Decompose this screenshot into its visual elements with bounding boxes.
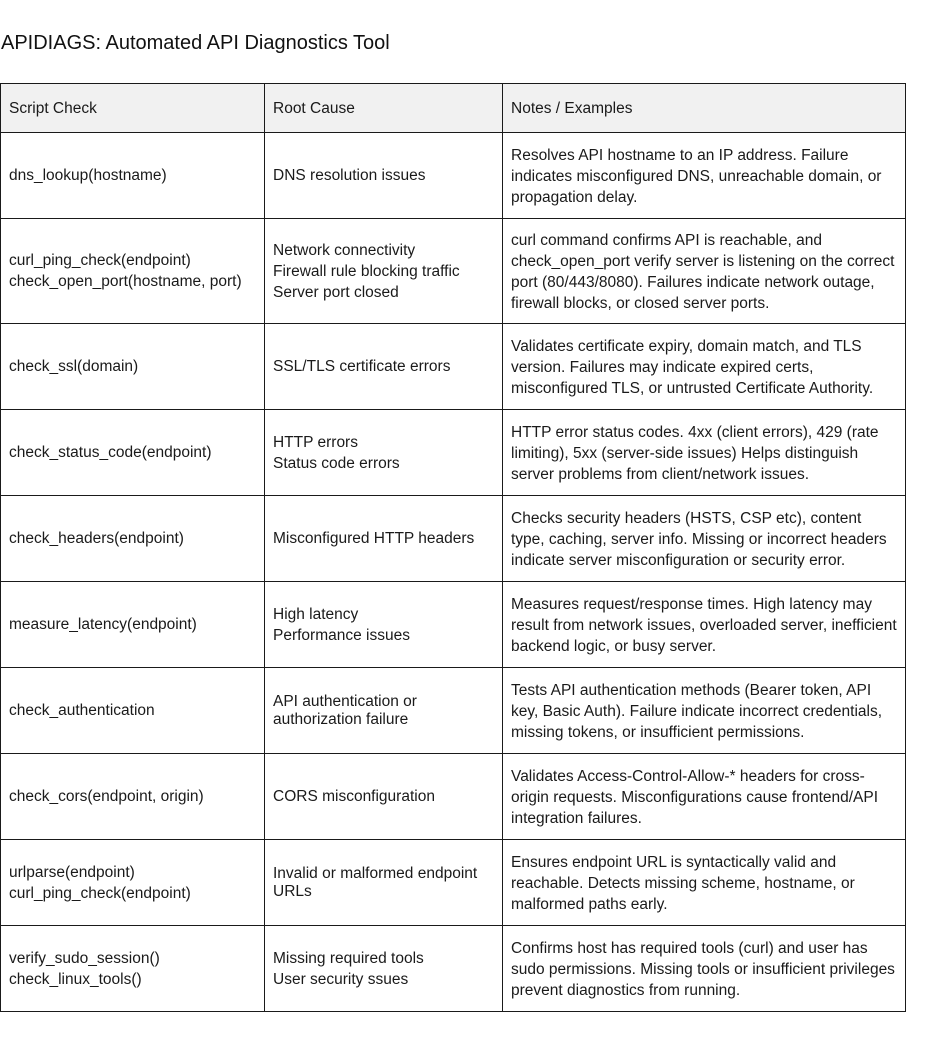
table-row — [1, 496, 906, 582]
notes-cell — [503, 324, 906, 410]
diagnostics-table — [0, 83, 906, 1012]
table-row — [1, 754, 906, 840]
root-cause-line: API authentication or authorization failure — [273, 692, 417, 728]
notes-text: Tests API authentication methods (Bearer token, API key, Basic Auth). Failure indicate incorrect credentials, missing tokens, or insufficient permissions. — [511, 681, 883, 741]
script-check-line: measure_latency(endpoint) — [9, 616, 197, 633]
script-check-cell — [1, 496, 265, 582]
root-cause-line: DNS resolution issues — [273, 167, 426, 184]
root-cause-line: Misconfigured HTTP headers — [273, 530, 475, 547]
table-row — [1, 133, 906, 219]
script-check-line: check_authentication — [9, 702, 155, 719]
table-row — [1, 410, 906, 496]
table-row — [1, 668, 906, 754]
root-cause-line: Server port closed — [273, 283, 399, 301]
root-cause-cell — [265, 840, 503, 926]
script-check-line: check_linux_tools() — [9, 970, 142, 988]
notes-cell — [503, 668, 906, 754]
notes-text: Ensures endpoint URL is syntactically valid and reachable. Detects missing scheme, hostname, or malformed paths early. — [511, 853, 855, 913]
notes-text: Resolves API hostname to an IP address. Failure indicates misconfigured DNS, unreachable domain, or propagation delay. — [511, 146, 882, 206]
notes-cell — [503, 754, 906, 840]
root-cause-cell — [265, 219, 503, 324]
notes-cell — [503, 926, 906, 1012]
notes-text: Validates Access-Control-Allow-* headers for cross-origin requests. Misconfigurations cause frontend/API integration failures. — [511, 767, 879, 827]
notes-cell — [503, 219, 906, 324]
root-cause-line: HTTP errors — [273, 433, 358, 451]
script-check-line: check_headers(endpoint) — [9, 530, 184, 547]
root-cause-line: Invalid or malformed endpoint URLs — [273, 864, 478, 900]
header-root-cause: Root Cause — [265, 84, 503, 133]
notes-text: Confirms host has required tools (curl) and user has sudo permissions. Missing tools or insufficient privileges prevent diagnostics from running. — [511, 939, 895, 999]
notes-text: HTTP error status codes. 4xx (client errors), 429 (rate limiting), 5xx (server-side issues) Helps distinguish server problems from client/network issues. — [511, 423, 879, 483]
root-cause-line: User security ssues — [273, 970, 409, 988]
root-cause-cell — [265, 496, 503, 582]
table-row — [1, 840, 906, 926]
script-check-line: dns_lookup(hostname) — [9, 167, 167, 184]
root-cause-line: Firewall rule blocking traffic — [273, 262, 460, 280]
script-check-cell — [1, 926, 265, 1012]
notes-cell — [503, 582, 906, 668]
script-check-cell — [1, 410, 265, 496]
script-check-cell — [1, 219, 265, 324]
script-check-line: curl_ping_check(endpoint) — [9, 252, 191, 269]
root-cause-cell — [265, 926, 503, 1012]
root-cause-cell — [265, 324, 503, 410]
script-check-cell — [1, 133, 265, 219]
script-check-cell — [1, 754, 265, 840]
root-cause-line: Status code errors — [273, 454, 400, 472]
script-check-line: check_ssl(domain) — [9, 358, 139, 375]
root-cause-cell — [265, 133, 503, 219]
notes-text: Measures request/response times. High latency may result from network issues, overloaded server, inefficient backend logic, or busy server. — [511, 595, 897, 655]
root-cause-line: CORS misconfiguration — [273, 788, 435, 805]
script-check-cell — [1, 840, 265, 926]
header-script-check: Script Check — [1, 84, 265, 133]
script-check-line: curl_ping_check(endpoint) — [9, 884, 191, 902]
root-cause-cell — [265, 668, 503, 754]
root-cause-line: Performance issues — [273, 626, 410, 644]
table-row — [1, 582, 906, 668]
notes-cell — [503, 133, 906, 219]
root-cause-line: SSL/TLS certificate errors — [273, 358, 451, 375]
root-cause-line: High latency — [273, 605, 359, 623]
root-cause-cell — [265, 582, 503, 668]
root-cause-cell — [265, 410, 503, 496]
script-check-cell — [1, 582, 265, 668]
root-cause-line: Network connectivity — [273, 241, 416, 259]
notes-cell — [503, 496, 906, 582]
script-check-cell — [1, 324, 265, 410]
script-check-line: check_status_code(endpoint) — [9, 444, 212, 461]
table-row — [1, 324, 906, 410]
script-check-line: urlparse(endpoint) — [9, 863, 135, 881]
script-check-line: verify_sudo_session() — [9, 949, 160, 967]
notes-cell — [503, 410, 906, 496]
root-cause-line: Missing required tools — [273, 949, 424, 967]
notes-cell — [503, 840, 906, 926]
script-check-line: check_cors(endpoint, origin) — [9, 788, 204, 805]
script-check-line: check_open_port(hostname, port) — [9, 273, 242, 290]
script-check-cell — [1, 668, 265, 754]
root-cause-cell — [265, 754, 503, 840]
table-row — [1, 219, 906, 324]
header-notes-examples: Notes / Examples — [503, 84, 906, 133]
notes-text: Checks security headers (HSTS, CSP etc), content type, caching, server info. Missing or incorrect headers indicate server misconfiguration or security error. — [511, 509, 887, 569]
table-header-row — [1, 84, 906, 133]
document-title: APIDIAGS: Automated API Diagnostics Tool — [1, 32, 390, 54]
notes-text: curl command confirms API is reachable, and check_open_port verify server is listening on the correct port (80/443/8080). Failures indicate network outage, firewall blocks, or closed server ports. — [511, 231, 895, 312]
notes-text: Validates certificate expiry, domain match, and TLS version. Failures may indicate expired certs, misconfigured TLS, or untrusted Certificate Authority. — [511, 337, 874, 397]
table-row — [1, 926, 906, 1012]
